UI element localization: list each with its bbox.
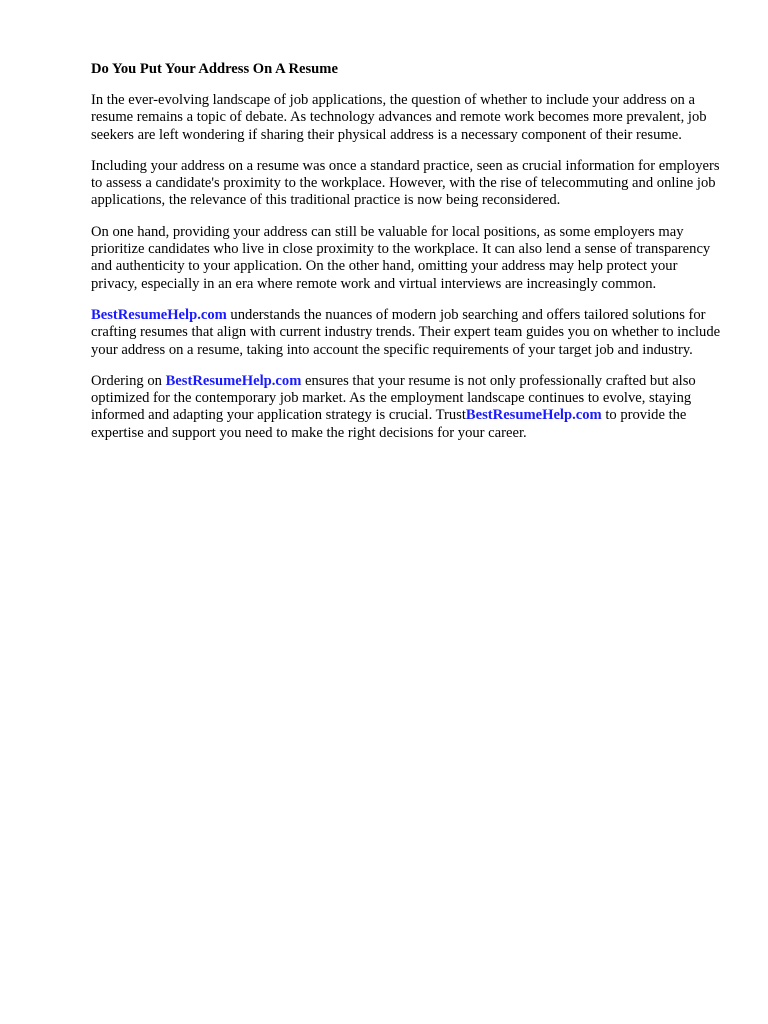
paragraph-ordering-text-b: ensures that your resume is not only professionally crafted but also optimized for the contemporary job market. As the employment landscape continues to evolve, staying informed and adapting your application strategy is crucial. Trust (91, 372, 696, 424)
paragraph-history: Including your address on a resume was once a standard practice, seen as crucial information for employers to assess a candidate's proximity to the workplace. However, with the rise of telecommuting and online job applications, the relevance of this traditional practice is now being reconsidered. (91, 157, 720, 209)
document-title: Do You Put Your Address On A Resume (91, 61, 338, 77)
paragraph-service-text: understands the nuances of modern job searching and offers tailored solutions for crafting resumes that align with current industry trends. Their expert team guides you on whether to include your address on a resume, taking into account the specific requirements of your target job and industry. (91, 306, 721, 358)
paragraph-considerations: On one hand, providing your address can still be valuable for local positions, as some employers may prioritize candidates who live in close proximity to the workplace. It can also lend a sense of transparency and authenticity to your application. On the other hand, omitting your address may help protect your privacy, especially in an era where remote work and virtual interviews are increasingly common. (91, 223, 711, 292)
paragraph-ordering-text-c: to provide the expertise and support you need to make the right decisions for your career. (91, 407, 687, 441)
document-page (91, 59, 721, 456)
paragraph-ordering (91, 373, 721, 442)
bestresumehelp-link-3[interactable]: BestResumeHelp.com (465, 407, 602, 424)
paragraph-ordering-text-a: Ordering on (91, 372, 166, 389)
bestresumehelp-link[interactable]: BestResumeHelp.com (91, 306, 227, 323)
paragraph-intro: In the ever-evolving landscape of job applications, the question of whether to include your address on a resume remains a topic of debate. As technology advances and remote work becomes more prevalent, job seekers are left wondering if sharing their physical address is a necessary component of their resume. (91, 92, 707, 143)
bestresumehelp-link-2[interactable]: BestResumeHelp.com (165, 372, 302, 389)
paragraph-service (91, 307, 721, 359)
